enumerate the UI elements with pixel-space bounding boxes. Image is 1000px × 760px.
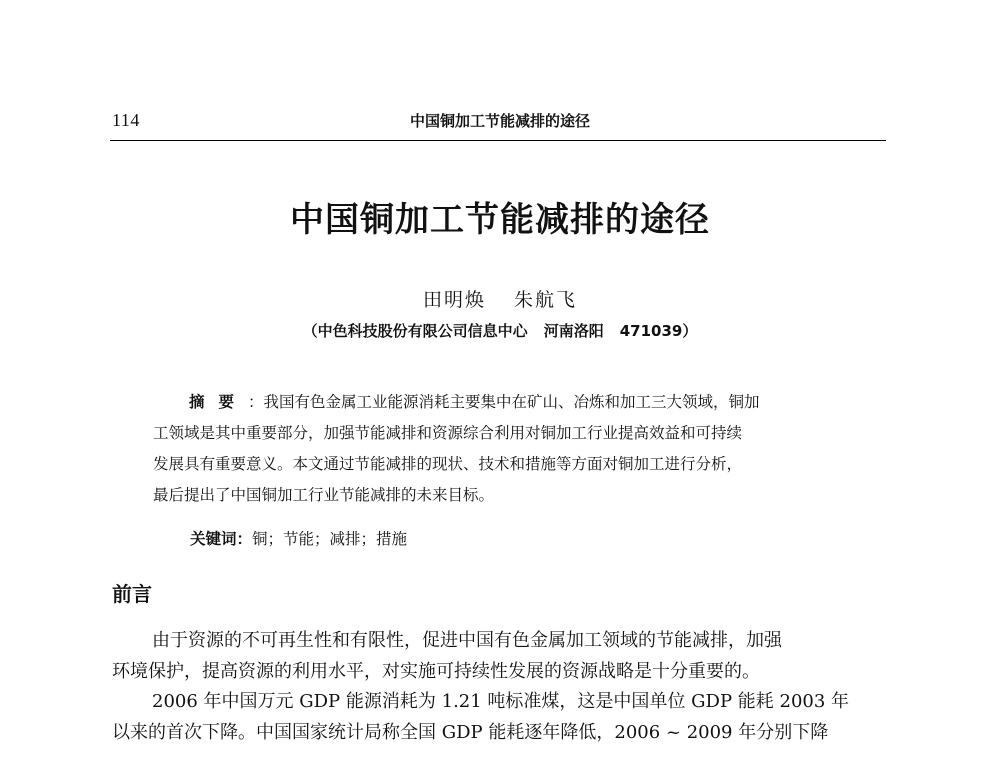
affiliation-org: 中色科技股份有限公司信息中心	[317, 322, 528, 340]
body-line: 由于资源的不可再生性和有限性，促进中国有色金属加工领域的节能减排，加强	[152, 630, 782, 651]
header-rule	[110, 140, 886, 141]
section-heading: 前言	[112, 582, 152, 606]
keywords-text: 铜；节能；减排；措施	[252, 530, 408, 548]
abstract	[153, 387, 853, 511]
affiliation-open: （	[302, 322, 318, 340]
body-line: 环境保护，提高资源的利用水平，对实施可持续性发展的资源战略是十分重要的。	[112, 660, 760, 682]
abstract-line	[153, 387, 853, 418]
article-title: 中国铜加工节能减排的途径	[290, 200, 710, 240]
keywords	[190, 527, 407, 549]
affiliation-close: ）	[682, 322, 698, 340]
abstract-text: 我国有色金属工业能源消耗主要集中在矿山、冶炼和加工三大领域，铜加	[263, 393, 760, 411]
body-line: 2006 年中国万元 GDP 能源消耗为 1.21 吨标准煤，这是中国单位 GDP 能耗 2003 年	[152, 691, 850, 712]
affiliation-city: 河南洛阳	[543, 322, 604, 340]
page-number: 114	[112, 110, 140, 130]
keywords-label: 关键词：	[190, 530, 253, 548]
affiliation	[0, 320, 1000, 341]
abstract-colon: ：	[248, 393, 264, 411]
author-2: 朱航飞	[514, 289, 578, 311]
affiliation-postcode: 471039	[619, 322, 683, 340]
running-head: 中国铜加工节能减排的途径	[409, 112, 590, 130]
authors	[0, 285, 1000, 312]
author-1: 田明焕	[422, 289, 486, 311]
abstract-label: 摘要	[189, 393, 249, 411]
body-text	[112, 626, 888, 748]
abstract-line: 工领域是其中重要部分，加强节能减排和资源综合利用对铜加工行业提高效益和可持续	[153, 424, 743, 442]
abstract-line: 最后提出了中国铜加工行业节能减排的未来目标。	[153, 486, 495, 504]
body-line: 以来的首次下降。中国国家统计局称全国 GDP 能耗逐年降低，2006 ~ 2009 年分别下降	[112, 721, 829, 743]
abstract-line: 发展具有重要意义。本文通过节能减排的现状、技术和措施等方面对铜加工进行分析，	[153, 455, 743, 473]
